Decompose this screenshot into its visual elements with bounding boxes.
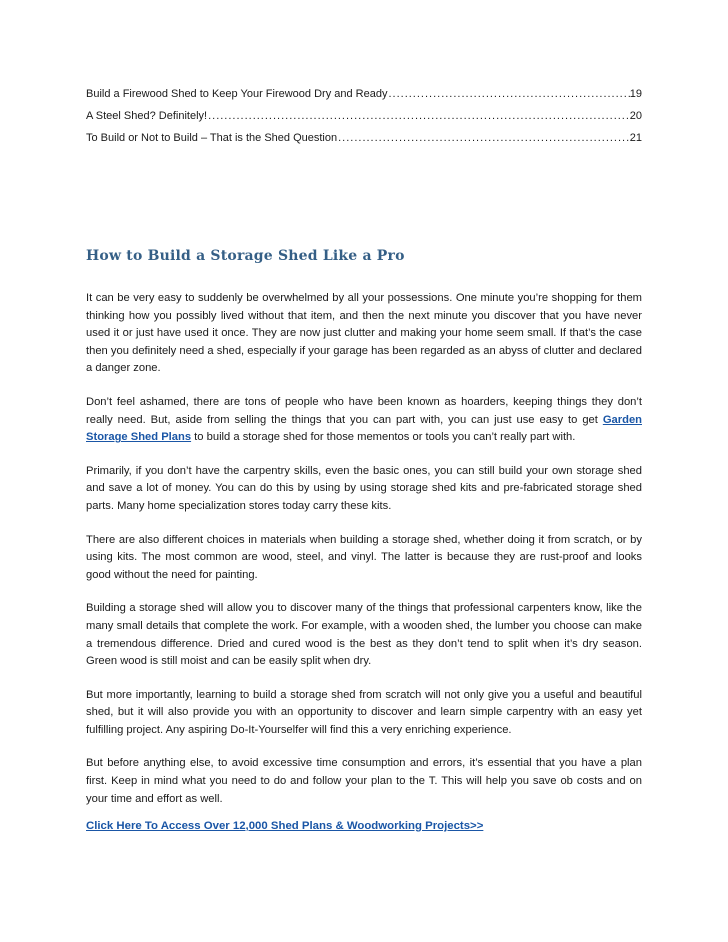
toc-entry-page: 21 [629,132,642,144]
shed-plans-cta-link[interactable]: Click Here To Access Over 12,000 Shed Plans & Woodworking Projects>> [86,820,484,832]
toc-entry-page: 19 [629,88,642,100]
toc-entry[interactable] [86,86,642,102]
paragraph-6: But more importantly, learning to build a storage shed from scratch will not only give you a useful and beautiful shed, but it will also provide you with an opportunity to discover and learn simple carpentry with an easy yet fulfilling project. Any aspiring Do-It-Yourselfer will find this a very enriching experience. [86,688,642,736]
paragraph-7: But before anything else, to avoid excessive time consumption and errors, it’s essential that you have a plan first. Keep in mind what you need to do and follow your plan to the T. This will help you save ob costs and on your time and effort as well. [86,757,642,805]
garden-storage-shed-plans-link[interactable]: Garden Storage Shed Plans [86,413,642,444]
toc-entry-title: A Steel Shed? Definitely! [86,110,208,122]
article-heading: How to Build a Storage Shed Like a Pro [86,248,405,264]
toc-leader-dots [387,86,629,102]
paragraph-1: It can be very easy to suddenly be overwhelmed by all your possessions. One minute you’re shopping for them thinking how you possibly lived without that item, and then the next minute you discover that you have never used it or just have used it once. They are now just clutter and making your home seem small. If that’s the case then you definitely need a shed, especially if your garage has been regarded as an abyss of clutter and declared a danger zone. [86,292,642,375]
toc-leader-dots [207,108,630,124]
toc-entry[interactable] [86,130,642,146]
paragraph-4: There are also different choices in materials when building a storage shed, whether doing it from scratch, or by using kits. The most common are wood, steel, and vinyl. The latter is because they are rust-proof and looks good without the need for painting. [86,533,642,581]
paragraph-2-text-after: to build a storage shed for those mementos or tools you can’t really part with. [191,431,576,444]
table-of-contents [86,86,642,152]
toc-leader-dots [337,130,630,146]
toc-entry-title: To Build or Not to Build – That is the Shed Question [86,132,338,144]
toc-entry[interactable] [86,108,642,124]
paragraph-2-text-before: Don’t feel ashamed, there are tons of people who have been known as hoarders, keeping things they don’t really need. But, aside from selling the things that you can part with, you can just use easy to get [86,395,642,426]
paragraph-5: Building a storage shed will allow you to discover many of the things that professional carpenters know, like the many small details that complete the work. For example, with a wooden shed, the lumber you choose can make a tremendous difference. Dried and cured wood is the best as they don’t tend to split when it’s dry season. Green wood is still moist and can be easily split when dry. [86,602,642,668]
toc-entry-page: 20 [629,110,642,122]
toc-entry-title: Build a Firewood Shed to Keep Your Firewood Dry and Ready [86,88,388,100]
article-body [86,290,642,824]
paragraph-2 [86,394,642,447]
paragraph-3: Primarily, if you don’t have the carpentry skills, even the basic ones, you can still build your own storage shed and save a lot of money. You can do this by using by using storage shed kits and pre-fabricated storage shed parts. Many home specialization stores today carry these kits. [86,464,642,512]
